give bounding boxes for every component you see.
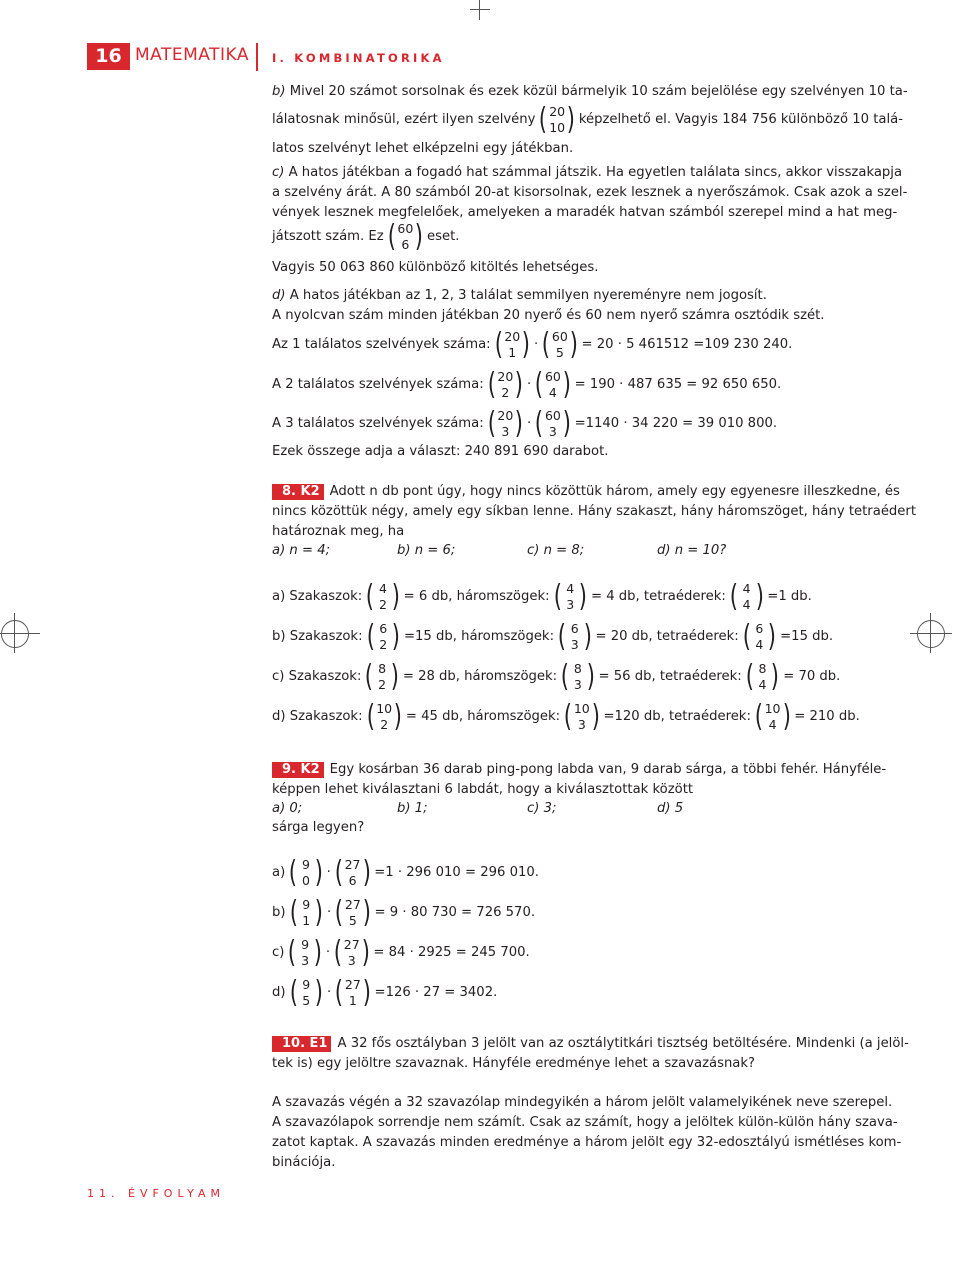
binom-60-6: ( 60 6 ) — [387, 219, 424, 254]
task8-line2: nincs közöttük négy, amely egy síkban lenne. Hány szakaszt, hány háromszöget, hány tetraédert — [272, 504, 917, 519]
task9-opt-c: c) 3; — [527, 801, 557, 816]
task10-line1: 10. E1 A 32 fős osztályban 3 jelölt van az osztálytitkári tisztség betöltésére. Mindenki (a jelöl- — [272, 1034, 909, 1054]
task8-line3: határoznak meg, ha — [272, 524, 405, 539]
task10-sol3: zatot kaptak. A szavazás minden eredménye a három jelölt egy 32-edosztályú ismétléses kom- — [272, 1135, 902, 1150]
task9-opt-b: b) 1; — [397, 801, 428, 816]
task8-opt-c: c) n = 8; — [527, 543, 585, 558]
d-row-1: Az 1 találatos szelvények száma: ( 20 1 ) · ( 60 5 ) = 20 · 5 461512 =109 230 240. — [272, 327, 793, 362]
task9-line2: képpen lehet kiválasztani 6 labdát, hogy a kiválasztottak között — [272, 782, 694, 797]
crop-mark-right-v — [930, 613, 931, 653]
chapter-title: I. KOMBINATORIKA — [272, 51, 445, 65]
task10-sol1: A szavazás végén a 32 szavazólap mindegyikén a három jelölt valamelyikének neve szerepel. — [272, 1095, 893, 1110]
crop-mark-right-circle — [917, 620, 945, 648]
task9-tag: 9. K2 — [272, 762, 324, 778]
task8-sol-c: c) Szakaszok: ( 8 2 ) = 28 db, háromszögek: ( 8 3 ) = 56 db, tetraéderek: ( 8 4 ) = 70 db. — [272, 659, 841, 694]
d-summary: Ezek összege adja a választ: 240 891 690 darabot. — [272, 444, 609, 459]
footer-grade: 11. ÉVFOLYAM — [87, 1187, 225, 1200]
crop-mark-top — [479, 0, 480, 20]
page-number: 16 — [87, 43, 130, 70]
task8-sol-d: d) Szakaszok: ( 10 2 ) = 45 db, háromszögek: ( 10 3 ) =120 db, tetraéderek: ( 10 4 ) = 210 db. — [272, 699, 860, 734]
d-row-2: A 2 találatos szelvények száma: ( 20 2 ) · ( 60 4 ) = 190 · 487 635 = 92 650 650. — [272, 367, 782, 402]
task8-tag: 8. K2 — [272, 484, 324, 500]
c-line3: vények lesznek megfelelőek, amelyeken a maradék hatvan számból szerepel mind a hat meg- — [272, 205, 898, 220]
crop-mark-top-h — [470, 9, 490, 10]
d-line1: d) A hatos játékban az 1, 2, 3 találat semmilyen nyereményre nem jogosít. — [272, 288, 767, 303]
task10-tag: 10. E1 — [272, 1036, 331, 1052]
task9-sol-d: d) ( 9 5 ) · ( 27 1 ) =126 · 27 = 3402. — [272, 975, 498, 1010]
task8-line1: 8. K2 Adott n db pont úgy, hogy nincs közöttük három, amely egy egyenesre illeszkedne, és — [272, 482, 900, 502]
crop-mark-left-v — [14, 613, 15, 653]
task9-opt-d: d) 5 — [657, 801, 684, 816]
c-line4: játszott szám. Ez ( 60 6 ) eset. — [272, 219, 460, 254]
task9-sol-b: b) ( 9 1 ) · ( 27 5 ) = 9 · 80 730 = 726 570. — [272, 895, 536, 930]
header-separator — [256, 43, 258, 71]
task9-sol-c: c) ( 9 3 ) · ( 27 3 ) = 84 · 2925 = 245 700. — [272, 935, 530, 970]
crop-mark-right-h — [910, 633, 952, 634]
task8-sol-a: a) Szakaszok: ( 4 2 ) = 6 db, háromszögek: ( 4 3 ) = 4 db, tetraéderek: ( 4 4 ) =1 db. — [272, 579, 812, 614]
task9-line3: sárga legyen? — [272, 820, 365, 835]
task10-sol4: binációja. — [272, 1155, 336, 1170]
task9-sol-a: a) ( 9 0 ) · ( 27 6 ) =1 · 296 010 = 296 010. — [272, 855, 539, 890]
b-line2: lálatosnak minősül, ezért ilyen szelvény ( 20 10 ) képzelhető el. Vagyis 184 756 különböző 10 talá- — [272, 102, 903, 137]
d-line2: A nyolcvan szám minden játékban 20 nyerő és 60 nem nyerő számra osztódik szét. — [272, 308, 825, 323]
b-line3: latos szelvényt lehet elképzelni egy játékban. — [272, 141, 574, 156]
c-line1: c) A hatos játékban a fogadó hat számmal játszik. Ha egyetlen találata sincs, akkor visszakapja — [272, 165, 903, 180]
binom-20-10: ( 20 10 ) — [539, 102, 576, 137]
subject-title: MATEMATIKA — [135, 45, 249, 65]
task10-line2: tek is) egy jelöltre szavaznak. Hányféle eredménye lehet a szavazásnak? — [272, 1056, 756, 1071]
task8-sol-b: b) Szakaszok: ( 6 2 ) =15 db, háromszögek: ( 6 3 ) = 20 db, tetraéderek: ( 6 4 ) =15 db. — [272, 619, 834, 654]
c-line5: Vagyis 50 063 860 különböző kitöltés lehetséges. — [272, 260, 599, 275]
b-line1: b) Mivel 20 számot sorsolnak és ezek közül bármelyik 10 szám bejelölése egy szelvényen 10 ta- — [272, 84, 908, 99]
crop-mark-left-h — [0, 633, 40, 634]
task8-opt-b: b) n = 6; — [397, 543, 456, 558]
task8-opt-a: a) n = 4; — [272, 543, 331, 558]
d-row-3: A 3 találatos szelvények száma: ( 20 3 ) · ( 60 3 ) =1140 · 34 220 = 39 010 800. — [272, 406, 778, 441]
task9-opt-a: a) 0; — [272, 801, 303, 816]
task10-sol2: A szavazólapok sorrendje nem számít. Csak az számít, hogy a jelöltek külön-külön hány szava- — [272, 1115, 898, 1130]
task8-opt-d: d) n = 10? — [657, 543, 727, 558]
task9-line1: 9. K2 Egy kosárban 36 darab ping-pong labda van, 9 darab sárga, a többi fehér. Hányféle- — [272, 760, 886, 780]
c-line2: a szelvény árát. A 80 számból 20-at kisorsolnak, ezek lesznek a nyerőszámok. Csak azok a szel- — [272, 185, 908, 200]
crop-mark-left-circle — [1, 620, 29, 648]
